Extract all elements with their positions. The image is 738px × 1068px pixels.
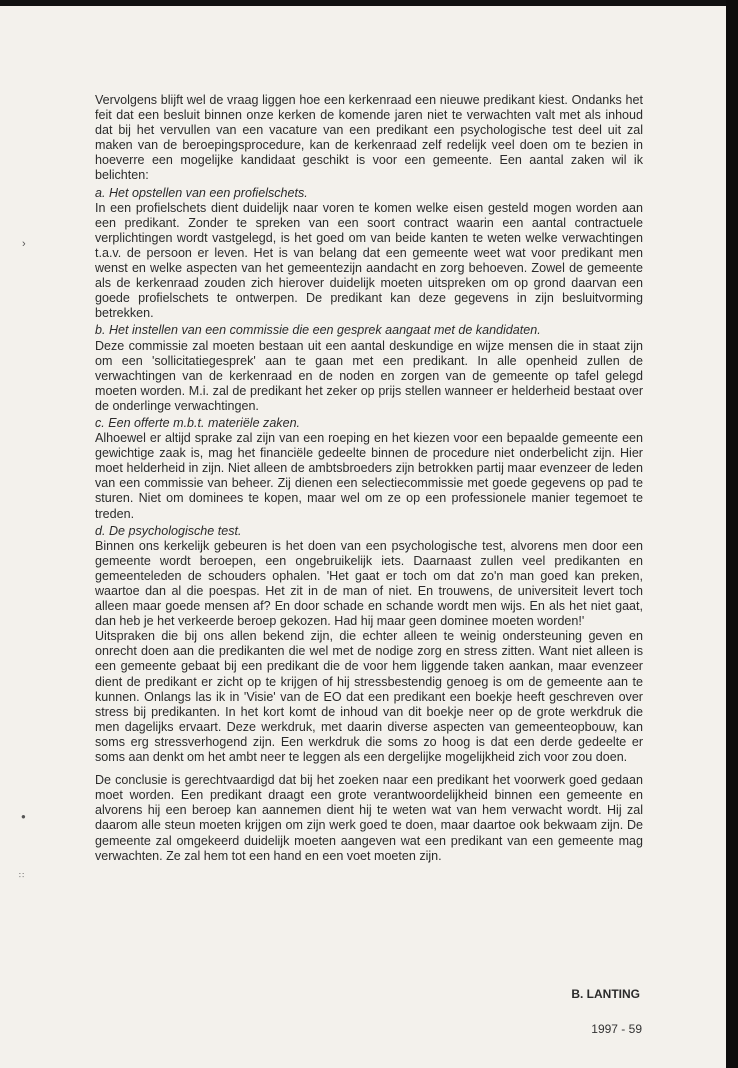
article-body [95, 93, 643, 864]
section-heading-b: b. Het instellen van een commissie die een gesprek aangaat met de kandidaten. [95, 323, 541, 338]
section-d-paragraph-2: Uitspraken die bij ons allen bekend zijn, die echter alleen te weinig ondersteuning geven en onrecht doen aan die predikanten die wel met de nodige zorg en stress zitten. Want niet alleen is een gemeente gebaat bij een predikant die de voor hem liggende taken aankan, maar evenzeer dient de predikant er zicht op te krijgen of hij stressbestendig genoeg is om de gemeente aan te kunnen. Onlangs las ik in 'Visie' van de EO dat een predikant een boekje heeft geschreven over stress bij predikanten. In het kort komt de inhoud van dit boekje neer op de grote werkdruk die men dagelijks ervaart. Deze werkdruk, met daarin diverse aspecten van gemeenteopbouw, kan soms erg stressverhogend zijn. Een werkdruk die soms zo hoog is dat een derde gedeelte er soms aan denkt om het ambt neer te leggen als een dergelijke mogelijkheid zich voor zou doen. [95, 629, 643, 765]
intro-paragraph: Vervolgens blijft wel de vraag liggen hoe een kerkenraad een nieuwe predikant kiest. Ondanks het feit dat een besluit binnen onze kerken de komende jaren niet te verwachten valt met als inhoud dat bij het vervullen van een vacature van een predikant een psychologische test deel uit zal maken van de beroepingsprocedure, kan de kerkenraad zelf redelijk veel doen om te bezien in hoeverre een mogelijke kandidaat geschikt is voor een gemeente. Een aantal zaken wil ik belichten: [95, 93, 643, 183]
author-signature: B. LANTING [571, 987, 640, 1001]
section-heading-c: c. Een offerte m.b.t. materiële zaken. [95, 415, 301, 430]
document-page [0, 6, 726, 1068]
section-a-paragraph: In een profielschets dient duidelijk naar voren te komen welke eisen gesteld mogen worden aan een predikant. Zonder te spreken van een soort contract waarin een aantal contractuele verplichtingen wordt vastgelegd, is het goed om van beide kanten te weten welke verwachtingen t.a.v. de persoon er leven. Het is van belang dat een gemeente weet wat voor predikant men wenst en welke aspecten van het gemeentezijn aandacht en zorg behoeven. Zowel de gemeente als de kerkenraad zouden zich hierover duidelijk moeten uitspreken om op grond daarvan een goede profielschets te ontwerpen. De predikant kan deze gegevens in zijn besluitvorming betrekken. [95, 200, 643, 321]
section-heading-d: d. De psychologische test. [95, 523, 242, 538]
conclusion-paragraph: De conclusie is gerechtvaardigd dat bij het zoeken naar een predikant het voorwerk goed gedaan moet worden. Een predikant draagt een grote verantwoordelijkheid binnen een gemeente en alvorens hij een beroep kan aannemen dient hij te weten wat van hem verwacht wordt. Hij zal daarom alle steun moeten krijgen om zijn werk goed te doen, maar daartoe ook bekwaam zijn. De gemeente zal omgekeerd duidelijk moeten aangeven wat een predikant van een gemeente mag verwachten. Ze zal hem tot een hand en een voet moeten zijn. [95, 773, 643, 863]
page-number: 1997 - 59 [591, 1022, 642, 1036]
margin-mark: › [22, 238, 26, 250]
margin-dot: ● [21, 812, 26, 821]
margin-scribble: ∷ [19, 871, 25, 880]
section-c-paragraph: Alhoewel er altijd sprake zal zijn van een roeping en het kiezen voor een bepaalde gemeente een gewichtige zaak is, mag het financiële gedeelte binnen de procedure niet onderbelicht zijn. Hier moet helderheid in zijn. Niet alleen de ambtsbroeders zijn betrokken partij maar evenzeer de leden van een commissie van beheer. Zij dienen een selectiecommissie met goede gegevens op pad te sturen. Niet om dominees te kopen, maar wel om ze op een professionele manier tegemoet te treden. [95, 431, 643, 521]
section-d-paragraph: Binnen ons kerkelijk gebeuren is het doen van een psychologische test, alvorens men door een gemeente wordt beroepen, een ongebruikelijk iets. Daarnaast zullen veel predikanten en gemeenteleden de schouders ophalen. 'Het gaat er toch om dat zo'n man goed kan preken, waartoe dan al die poespas. Het zit in de man of niet. En trouwens, de universiteit levert toch alleen maar goede mensen af? En door schade en schande wordt men wijs. En als het niet gaat, dan heb je het verkeerde beroep gekozen. Had hij maar geen dominee moeten worden!' [95, 538, 643, 629]
section-b-paragraph: Deze commissie zal moeten bestaan uit een aantal deskundige en wijze mensen die in staat zijn om een 'sollicitatiegesprek' aan te gaan met een predikant. In alle openheid zullen de verwachtingen van de kerkenraad en de noden en zorgen van de gemeente op tafel gelegd moeten worden. M.i. zal de predikant het zeker op prijs stellen wanneer er helderheid bestaat over de onderlinge verwachtingen. [95, 338, 643, 413]
scan-right-border [726, 0, 738, 1068]
section-heading-a: a. Het opstellen van een profielschets. [95, 185, 308, 200]
